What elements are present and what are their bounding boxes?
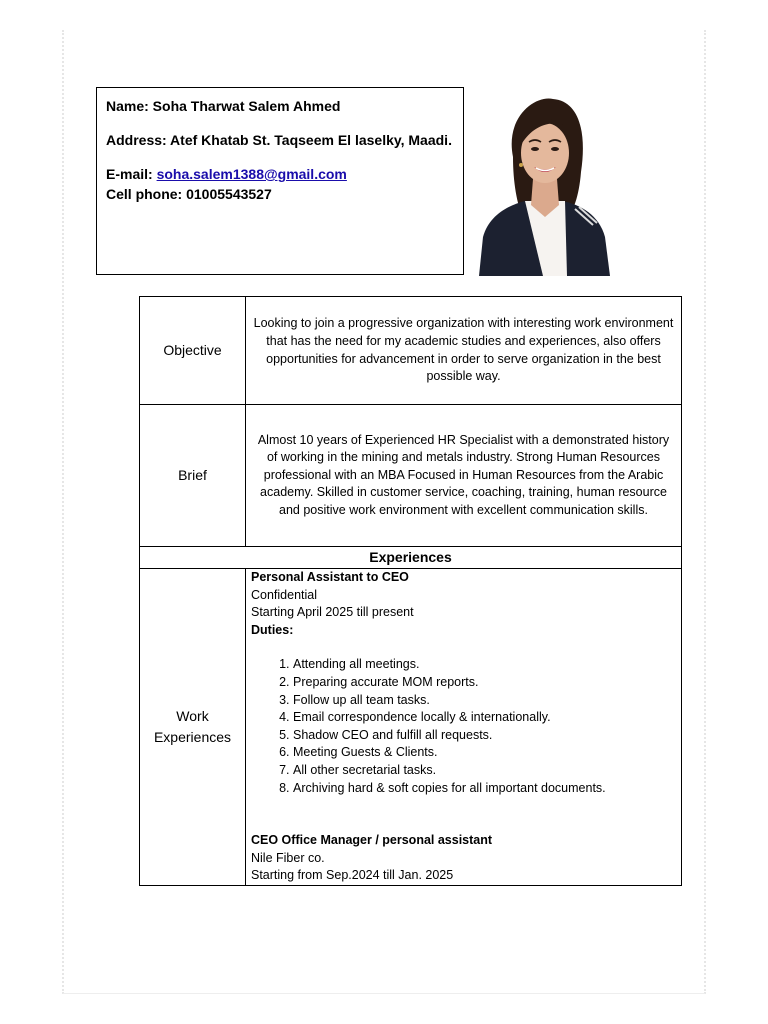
objective-text: Looking to join a progressive organization with interesting work environment that has the need for my academic studies and experiences, also offers opportunities for advancement in order to serve organization in the best possible way. <box>246 297 682 405</box>
objective-row <box>140 297 682 405</box>
duty-item: 2. Preparing accurate MOM reports. <box>293 674 676 692</box>
job-title: Personal Assistant to CEO <box>251 570 409 584</box>
duties-list <box>251 656 676 797</box>
job-period: Starting from Sep.2024 till Jan. 2025 <box>251 868 454 883</box>
objective-label: Objective <box>140 297 246 405</box>
job-period: Starting April 2025 till present <box>251 605 414 620</box>
brief-text: Almost 10 years of Experienced HR Specialist with a demonstrated history of working in the mining and metals industry. Strong Human Resources professional with an MBA Focused in Human Resources from the Arabic academy. Skilled in customer service, coaching, training, human resource and positive work environment with excellent communication skills. <box>246 405 682 547</box>
phone-line: Cell phone: 01005543527 <box>106 186 272 202</box>
work-label-line1: Work <box>176 707 209 724</box>
work-label-line2: Experiences <box>153 728 232 745</box>
email-line <box>106 164 454 184</box>
name-line: Name: Soha Tharwat Salem Ahmed <box>106 98 341 114</box>
duty-item: 4. Email correspondence locally & internationally. <box>293 709 676 727</box>
work-experiences-row <box>140 569 682 886</box>
brief-row <box>140 405 682 547</box>
email-label: E-mail: <box>106 166 153 182</box>
duty-item: 3. Follow up all team tasks. <box>293 692 676 710</box>
duty-item: 5. Shadow CEO and fulfill all requests. <box>293 727 676 745</box>
experiences-header-row <box>140 547 682 569</box>
job-company: Confidential <box>251 587 318 602</box>
profile-photo <box>475 87 614 276</box>
cv-table <box>139 296 682 886</box>
address-line: Address: Atef Khatab St. Taqseem El laselky, Maadi. <box>106 132 452 148</box>
email-link[interactable]: soha.salem1388@gmail.com <box>156 166 347 182</box>
duty-item: 7. All other secretarial tasks. <box>293 762 676 780</box>
duty-item: 6. Meeting Guests & Clients. <box>293 744 676 762</box>
duty-item: 1. Attending all meetings. <box>293 656 676 674</box>
duty-item: 8. Archiving hard & soft copies for all important documents. <box>293 780 676 798</box>
work-experiences-label <box>140 569 246 886</box>
contact-box <box>96 87 464 275</box>
duties-label: Duties: <box>251 622 294 637</box>
job-company: Nile Fiber co. <box>251 850 325 865</box>
profile-photo-illustration <box>475 87 614 276</box>
job-title: CEO Office Manager / personal assistant <box>251 833 493 848</box>
experiences-header: Experiences <box>140 547 682 569</box>
brief-label: Brief <box>140 405 246 547</box>
work-experiences-content <box>246 569 682 886</box>
